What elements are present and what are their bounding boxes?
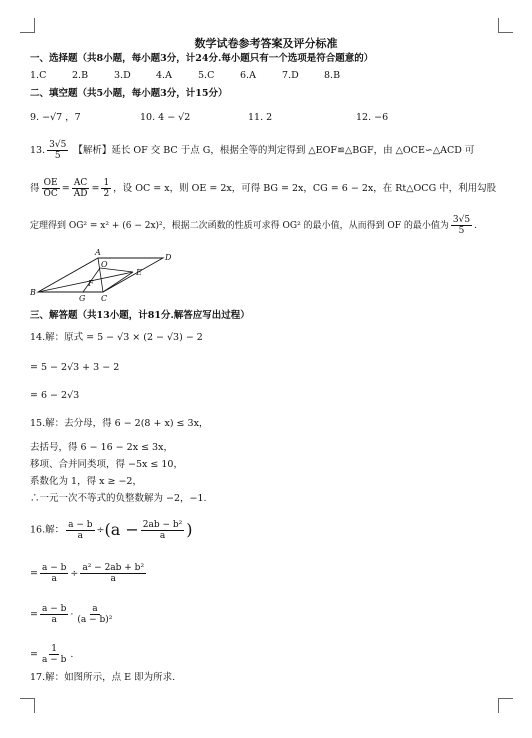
label-C: C (101, 294, 108, 303)
q13-line-2: 得 $\frac{OE}{OC}$ = $\frac{AC}{AD}$ = $\frac{1}{2}$ ，设 OC = x，则 OE = 2x，可得 BG = 2x，CG = 6 − 2x，在 Rt△OCG 中，利用勾股 (30, 178, 497, 199)
q16-line-4 (30, 642, 73, 668)
q16-frac-b-num: 2ab − b² (142, 519, 183, 530)
q13-final-num: 3√5 (452, 215, 471, 225)
label-B: B (30, 288, 36, 297)
q16-l3-f2-num: a (92, 604, 98, 614)
q16-l2-div: ÷ (70, 568, 79, 579)
answer-2: 2.B (72, 70, 89, 81)
q16-line-2 (30, 560, 148, 588)
q13-final-den: 5 (458, 226, 465, 236)
q16-l2-frac-1 (40, 563, 68, 584)
q16-l3-f1-num: a − b (41, 604, 67, 614)
q16-line-1 (30, 515, 193, 546)
q16-l3-f1-den: a (51, 615, 57, 625)
q16-frac-b-den: a (159, 530, 166, 541)
q16-l2-f2-num: a² − 2ab + b² (82, 563, 145, 573)
q16-l3-frac-1 (40, 604, 68, 625)
q16-div-sign: ÷ (96, 524, 105, 536)
q13-frac-1-den: OC (43, 189, 58, 199)
q13-frac-2-den: AD (73, 189, 88, 199)
q13-line-3 (30, 215, 477, 236)
q13-frac-1-num: OE (43, 178, 58, 188)
section-1-heading: 一、选择题（共8小题，每小题3分，计24分.每小题只有一个选项是符合题意的） (30, 53, 374, 64)
q13-answer-den: 5 (54, 151, 61, 161)
q16-frac-a-num: a − b (68, 519, 93, 530)
q13-frac-3-den: 2 (103, 189, 110, 199)
q16-l3-dot: · (70, 609, 74, 620)
q14-line-1: 14.解：原式 = 5 − √3 × (2 − √3) − 2 (30, 332, 203, 343)
q16-frac-b (141, 520, 185, 541)
q13-number: 13. (30, 145, 46, 156)
q16-l2-f1-num: a − b (41, 563, 67, 573)
q16-frac-a (66, 520, 94, 541)
q16-l4-end: . (70, 649, 74, 660)
q14-line-3: = 6 − 2√3 (30, 390, 80, 401)
q14-line-2: = 5 − 2√3 + 3 − 2 (30, 362, 120, 373)
q13-analysis-2: ，设 OC = x，则 OE = 2x，可得 BG = 2x，CG = 6 − 2x，在 Rt△OCG 中，利用勾股 (113, 183, 497, 194)
q13-frac-2-num: AC (73, 178, 88, 188)
q16-l2-frac-2 (80, 563, 146, 584)
geometry-figure (28, 248, 178, 304)
q13-final-period: . (474, 221, 477, 231)
q13-text-de: 得 (30, 183, 40, 194)
q16-l3-eq: = (30, 609, 38, 620)
q16-l3-f2-den: (a − b)² (77, 615, 113, 625)
q16-l2-f2-den: a (110, 574, 116, 584)
q13-frac-2 (72, 178, 90, 199)
q13-frac-1 (42, 178, 60, 199)
q11-answer: 11. 2 (248, 112, 273, 123)
section-3-heading: 三、解答题（共13小题，计81分.解答应写出过程） (30, 310, 250, 321)
q9-answer: 9. −√7 ，7 (30, 112, 81, 123)
answer-4: 4.A (156, 70, 172, 81)
answer-3: 3.D (114, 70, 131, 81)
q16-l4-f-num: 1 (51, 644, 58, 654)
q13-line-1 (30, 140, 474, 161)
q16-paren-close: ) (186, 520, 193, 539)
q16-paren-open: (a − (104, 520, 139, 539)
answer-1: 1.C (30, 70, 47, 81)
q12-answer: 12. −6 (356, 112, 389, 123)
q15-line-4: 系数化为 1，得 x ≥ −2， (30, 476, 142, 487)
crop-mark-top-right (498, 18, 513, 33)
q13-analysis-1: 【解析】延长 OF 交 BC 于点 G，根据全等的判定得到 △EOF≌△BGF，由 △OCE∽△ACD 可 (73, 145, 475, 156)
crop-mark-top-left (20, 18, 35, 33)
q16-l4-f-den: a − b (41, 655, 67, 665)
q16-l4-frac (40, 644, 68, 665)
q15-line-3: 移项、合并同类项，得 −5x ≤ 10， (30, 459, 183, 470)
q16-l3-frac-2 (75, 604, 114, 625)
q16-line-3 (30, 600, 116, 630)
q15-line-1: 15.解：去分母，得 6 − 2(8 + x) ≤ 3x， (30, 418, 209, 429)
label-G: G (79, 294, 86, 303)
q10-answer: 10. 4 − √2 (140, 112, 191, 123)
label-F: F (88, 279, 94, 288)
fill-answers (30, 112, 388, 124)
q13-answer-fraction (47, 140, 68, 161)
q15-line-2: 去括号，得 6 − 16 − 2x ≤ 3x， (30, 442, 173, 453)
mc-answers (30, 70, 366, 82)
q16-frac-a-den: a (77, 530, 83, 541)
q13-frac-3-num: 1 (103, 178, 110, 188)
label-A: A (95, 248, 101, 257)
crop-mark-bottom-left (20, 698, 35, 713)
page-title: 数学试卷参考答案及评分标准 (194, 37, 338, 50)
q13-final-fraction (451, 215, 472, 236)
answer-6: 6.A (240, 70, 256, 81)
q13-frac-3 (101, 178, 111, 199)
q16-l2-eq: = (30, 568, 38, 579)
q13-analysis-3: 定理得到 OG² = x² + (6 − 2x)²，根据二次函数的性质可求得 OG² 的最小值，从而得到 OF 的最小值为 (30, 221, 449, 231)
label-E: E (136, 268, 142, 277)
answer-8: 8.B (324, 70, 341, 81)
section-2-heading: 二、填空题（共5小题，每小题3分，计15分） (30, 88, 228, 99)
q16-l2-f1-den: a (51, 574, 57, 584)
label-O: O (101, 260, 108, 269)
q17-line: 17.解：如图所示，点 E 即为所求. (30, 672, 176, 683)
crop-mark-bottom-right (498, 698, 513, 713)
q15-line-5: ∴一元一次不等式的负整数解为 −2，−1. (30, 493, 207, 504)
q16-l4-eq: = (30, 649, 38, 660)
label-D: D (165, 253, 172, 262)
answer-5: 5.C (198, 70, 215, 81)
q13-answer-num: 3√5 (49, 140, 67, 150)
answer-7: 7.D (282, 70, 299, 81)
q16-prefix: 16.解： (30, 524, 65, 536)
